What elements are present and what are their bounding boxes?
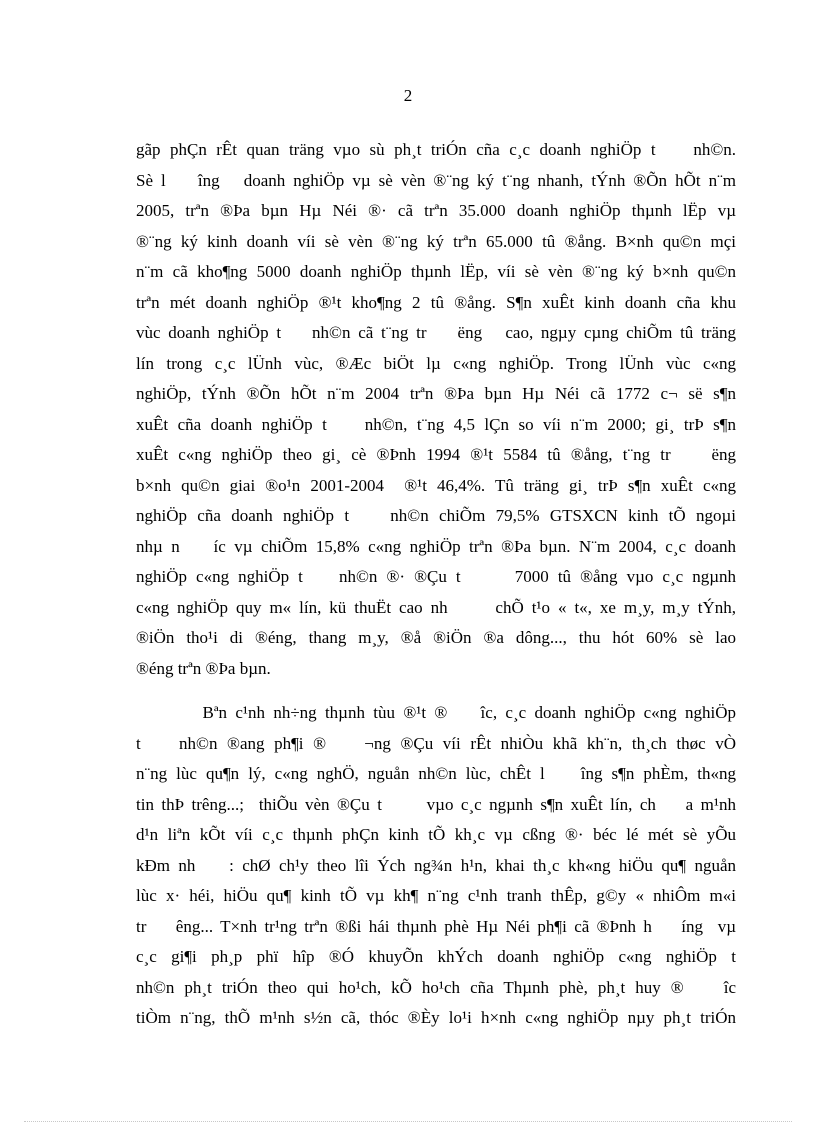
text-line: vùc doanh nghiÖp t nh©n cã t¨ng tr ëng cao, ngµy cµng chiÕm tû träng [136, 323, 736, 342]
text-line: ®iÖn tho¹i di ®éng, thang m¸y, ®å ®iÖn ®a dông..., thu hót 60% sè lao [136, 628, 736, 647]
text-line: c¸c gi¶i ph¸p phï hîp ®Ó khuyÕn khÝch doanh nghiÖp c«ng nghiÖp t [136, 947, 736, 966]
text-line: nh©n ph¸t triÓn theo qui ho¹ch, kÕ ho¹ch cña Thµnh phè, ph¸t huy ® îc [136, 977, 736, 997]
page-bottom-border [24, 1121, 792, 1122]
text-line: nghiÖp cña doanh nghiÖp t nh©n chiÕm 79,5% GTSXCN kinh tÕ ngoµi [136, 506, 736, 525]
text-line: ®¨ng ký kinh doanh víi sè vèn ®¨ng ký trªn 65.000 tû ®ång. B×nh qu©n mçi [136, 231, 736, 251]
text-line: 2005, trªn ®Þa bµn Hµ Néi ®· cã trªn 35.000 doanh nghiÖp thµnh lËp vµ [136, 201, 736, 220]
text-line: lùc x· héi, hiÖu qu¶ kinh tÕ vµ kh¶ n¨ng c¹nh tranh thÊp, g©y « nhiÔm m«i [136, 886, 736, 905]
text-line: ®éng trªn ®Þa bµn. [136, 658, 271, 678]
text-line: n¨m cã kho¶ng 5000 doanh nghiÖp thµnh lËp, víi sè vèn ®¨ng ký b×nh qu©n [136, 262, 736, 281]
text-line: tiÒm n¨ng, thÕ m¹nh s½n cã, thóc ®Èy lo¹i h×nh c«ng nghiÖp nµy ph¸t triÓn [136, 1008, 736, 1027]
text-line: t nh©n ®ang ph¶i ® ¬ng ®Çu víi rÊt nhiÒu khã kh¨n, th¸ch thøc vÒ [136, 733, 736, 753]
text-line: gãp phÇn rÊt quan träng vµo sù ph¸t triÓn cña c¸c doanh nghiÖp t nh©n. [136, 140, 736, 159]
text-line: xuÊt cña doanh nghiÖp t nh©n, t¨ng 4,5 lÇn so víi n¨m 2000; gi¸ trÞ s¶n [136, 414, 736, 434]
text-line: c«ng nghiÖp quy m« lín, kü thuËt cao nh chÕ t¹o « t«, xe m¸y, m¸y tÝnh, [136, 597, 736, 617]
text-line: Sè l îng doanh nghiÖp vµ sè vèn ®¨ng ký t¨ng nhanh, tÝnh ®Õn hÕt n¨m [136, 170, 736, 190]
page-number: 2 [403, 86, 413, 105]
text-line: nhµ n íc vµ chiÕm 15,8% c«ng nghiÖp trªn ®Þa bµn. N¨m 2004, c¸c doanh [136, 536, 736, 556]
text-line: nghiÖp c«ng nghiÖp t nh©n ®· ®Çu t 7000 tû ®ång vµo c¸c ngµnh [136, 567, 736, 586]
text-line: b×nh qu©n giai ®o¹n 2001-2004 ®¹t 46,4%. Tû träng gi¸ trÞ s¶n xuÊt c«ng [136, 475, 736, 495]
text-line: tr êng... T×nh tr¹ng trªn ®ßi hái thµnh phè Hµ Néi ph¶i cã ®Þnh h íng vµ [136, 916, 736, 936]
text-line: trªn mét doanh nghiÖp ®¹t kho¶ng 2 tû ®ång. S¶n xuÊt kinh doanh cña khu [136, 292, 736, 312]
text-line: n¨ng lùc qu¶n lý, c«ng nghÖ, nguån nh©n lùc, chÊt l îng s¶n phÈm, th«ng [136, 764, 736, 783]
paragraph [136, 135, 736, 684]
text-line: lín trong c¸c lÜnh vùc, ®Æc biÖt lµ c«ng nghiÖp. Trong lÜnh vùc c«ng [136, 353, 736, 373]
text-line: Bªn c¹nh nh÷ng thµnh tùu ®¹t ® îc, c¸c doanh nghiÖp c«ng nghiÖp [136, 703, 736, 722]
paragraph-spacing [136, 684, 736, 698]
text-line: d¹n liªn kÕt víi c¸c thµnh phÇn kinh tÕ kh¸c vµ cßng ®· béc lé mét sè yÕu [136, 825, 736, 844]
text-line: xuÊt c«ng nghiÖp theo gi¸ cè ®Þnh 1994 ®¹t 5584 tû ®ång, t¨ng tr ëng [136, 445, 736, 464]
body-text [136, 135, 736, 1034]
text-line: tin thÞ trêng...; thiÕu vèn ®Çu t vµo c¸c ngµnh s¶n xuÊt lín, ch a m¹nh [136, 794, 736, 814]
text-line: nghiÖp, tÝnh ®Õn hÕt n¨m 2004 trªn ®Þa bµn Hµ Néi cã 1772 c¬ së s¶n [136, 384, 736, 403]
paragraph [136, 698, 736, 1034]
text-line: kÐm nh : chØ ch¹y theo lîi Ých ng¾n h¹n, khai th¸c kh«ng hiÖu qu¶ nguån [136, 855, 736, 875]
